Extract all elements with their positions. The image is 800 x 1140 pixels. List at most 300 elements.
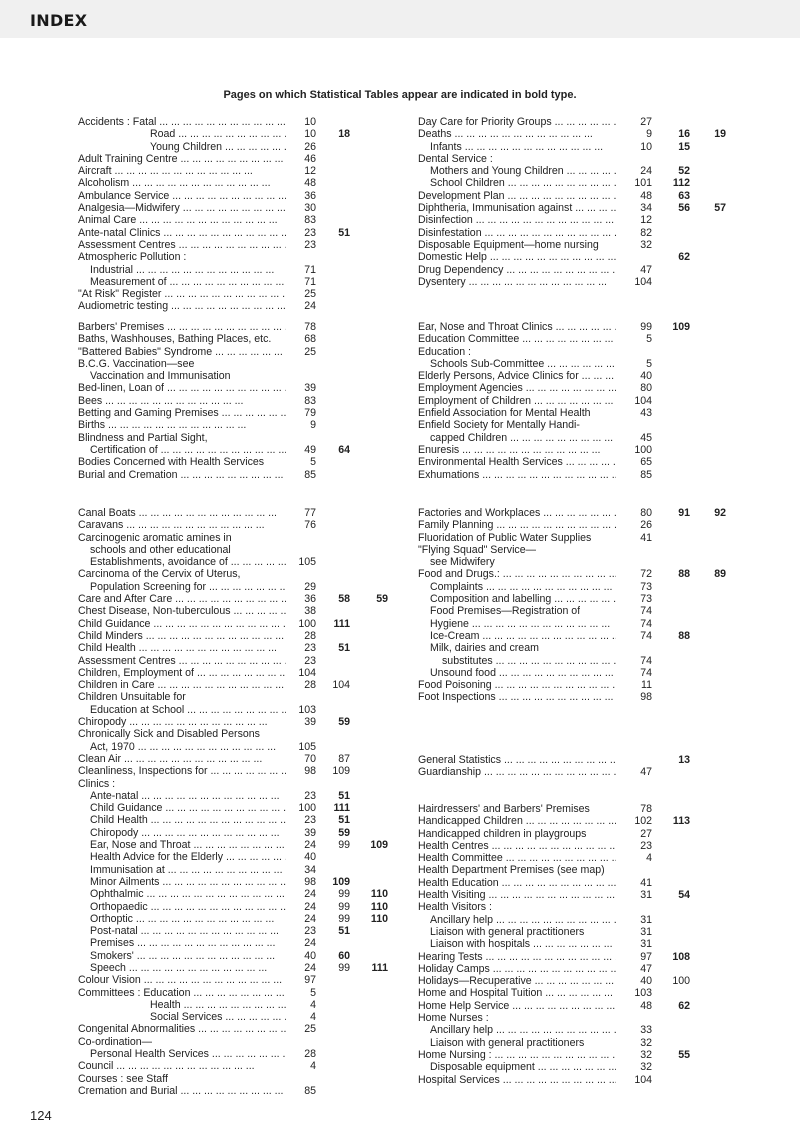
index-page-number: 82 bbox=[640, 226, 652, 239]
index-entry-text: Establishments, avoidance of ... . bbox=[90, 556, 286, 568]
index-entry-text: Ice-Cream ... . bbox=[430, 630, 616, 642]
index-entry bbox=[78, 1011, 413, 1023]
index-page-number: 103 bbox=[634, 987, 652, 1000]
index-entry bbox=[418, 227, 753, 239]
index-entry bbox=[78, 556, 413, 568]
index-page-number: 28 bbox=[304, 679, 316, 692]
index-entry-text: Child Minders ... . bbox=[78, 630, 284, 642]
index-entry bbox=[418, 987, 753, 999]
index-entry bbox=[78, 753, 413, 765]
index-page-number: 40 bbox=[640, 975, 652, 988]
index-entry-text: Social Services ... . bbox=[150, 1011, 286, 1023]
index-entry-text: Act, 1970 ... . bbox=[90, 741, 276, 753]
index-entry-text: Colour Vision ... . bbox=[78, 974, 282, 986]
index-entry-text: Health Education ... . bbox=[418, 877, 616, 889]
index-entry bbox=[78, 239, 413, 251]
index-page-number: 74 bbox=[640, 666, 652, 679]
index-entry bbox=[418, 469, 753, 481]
index-page-number: 4 bbox=[310, 1011, 316, 1024]
index-page-number: 76 bbox=[304, 519, 316, 532]
index-page-number: 113 bbox=[672, 815, 690, 828]
index-entry-text: Bodies Concerned with Health Services bbox=[78, 456, 265, 469]
index-page-number: 71 bbox=[304, 275, 316, 288]
index-entry-text: Immunisation at ... . bbox=[90, 864, 286, 876]
index-entry-text: Day Care for Priority Groups ... . bbox=[418, 116, 616, 128]
index-entry bbox=[78, 987, 413, 999]
index-page-number: 24 bbox=[304, 961, 316, 974]
index-entry-text: Care and After Care ... . bbox=[78, 593, 286, 605]
index-entry-text: "Flying Squad" Service— bbox=[418, 543, 537, 556]
index-entry-text: Children in Care ... . bbox=[78, 679, 286, 691]
index-entry-text: Child Health ... . bbox=[78, 642, 277, 654]
index-subtitle: Pages on which Statistical Tables appear are indicated in bold type. bbox=[223, 89, 577, 101]
index-page-number: 64 bbox=[338, 443, 350, 456]
index-page-number: 31 bbox=[640, 889, 652, 902]
index-entry-text: Liaison with hospitals ... . bbox=[430, 938, 616, 950]
index-entry bbox=[418, 432, 753, 444]
index-entry bbox=[418, 358, 753, 370]
index-entry-text: Factories and Workplaces ... . bbox=[418, 507, 616, 519]
index-group bbox=[418, 321, 753, 481]
index-page-number: 48 bbox=[640, 999, 652, 1012]
index-entry-text: Congenital Abnormalities ... . bbox=[78, 1023, 286, 1035]
index-entry bbox=[78, 888, 413, 900]
index-entry bbox=[78, 128, 413, 140]
index-entry-text: Education Committee ... . bbox=[418, 333, 616, 345]
index-entry bbox=[418, 190, 753, 202]
index-entry bbox=[78, 1073, 413, 1085]
index-page-number: 59 bbox=[338, 826, 350, 839]
index-page-number: 5 bbox=[646, 357, 652, 370]
index-entry-text: Enuresis ... . bbox=[418, 444, 601, 456]
index-page-number: 52 bbox=[678, 165, 690, 178]
index-entry bbox=[78, 814, 413, 826]
index-page-number: 11 bbox=[641, 679, 652, 692]
index-entry-text: Enfield Society for Mentally Handi- bbox=[418, 419, 580, 432]
index-entry-text: Ancillary help ... . bbox=[430, 1024, 616, 1036]
index-entry bbox=[78, 288, 413, 300]
index-page-number: 111 bbox=[333, 802, 350, 815]
index-entry bbox=[78, 333, 413, 345]
index-page-number: 74 bbox=[640, 605, 652, 618]
index-page-number: 80 bbox=[640, 507, 652, 519]
index-group bbox=[78, 116, 413, 313]
index-entry-text: Schools Sub-Committee ... . bbox=[430, 358, 616, 370]
index-entry bbox=[418, 630, 753, 642]
index-entry bbox=[418, 581, 753, 593]
index-entry-text: Vaccination and Immunisation bbox=[90, 370, 231, 383]
index-page-number: 78 bbox=[640, 803, 652, 815]
index-entry bbox=[78, 999, 413, 1011]
index-page-number: 112 bbox=[672, 177, 690, 190]
index-entry-text: B.C.G. Vaccination—see bbox=[78, 357, 195, 370]
index-entry bbox=[418, 568, 753, 580]
index-entry bbox=[78, 227, 413, 239]
index-entry bbox=[418, 177, 753, 189]
index-entry bbox=[418, 382, 753, 394]
index-page-number: 31 bbox=[640, 913, 652, 926]
index-entry-text: Dysentery ... . bbox=[418, 276, 607, 288]
index-entry-text: schools and other educational bbox=[90, 543, 231, 556]
index-page-number: 104 bbox=[298, 666, 316, 679]
index-entry bbox=[78, 716, 413, 728]
index-entry bbox=[418, 914, 753, 926]
index-page-number: 23 bbox=[304, 226, 316, 239]
index-page-number: 78 bbox=[304, 321, 316, 333]
index-page-number: 99 bbox=[338, 888, 350, 901]
index-page-number: 80 bbox=[640, 382, 652, 395]
index-entry-text: Personal Health Services ... . bbox=[90, 1048, 286, 1060]
index-page-number: 24 bbox=[304, 839, 316, 852]
index-group bbox=[418, 507, 753, 704]
index-entry-text: Handicapped children in playgroups bbox=[418, 827, 587, 840]
index-page-number: 29 bbox=[304, 580, 316, 593]
index-page-number: 72 bbox=[640, 568, 652, 581]
index-page-number: 104 bbox=[332, 679, 350, 692]
index-page-number: 24 bbox=[640, 165, 652, 178]
index-entry-text: Health Advice for the Elderly ... . bbox=[90, 851, 286, 863]
index-page-number: 83 bbox=[304, 394, 316, 407]
index-entry bbox=[78, 141, 413, 153]
index-entry-text: Home Nursing : ... . bbox=[418, 1049, 616, 1061]
index-entry bbox=[78, 519, 413, 531]
index-page-number: 41 bbox=[640, 876, 652, 889]
index-entry-text: Fluoridation of Public Water Supplies bbox=[418, 531, 592, 544]
index-entry bbox=[78, 190, 413, 202]
index-page-number: 26 bbox=[304, 140, 316, 153]
index-page-number: 27 bbox=[640, 116, 652, 128]
index-entry-text: Young Children ... . bbox=[150, 141, 286, 153]
index-entry bbox=[418, 370, 753, 382]
index-entry-text: Elderly Persons, Advice Clinics for ... . bbox=[418, 370, 616, 382]
index-entry bbox=[78, 300, 413, 312]
index-entry-text: Chiropody ... . bbox=[78, 716, 268, 728]
index-page-number: 108 bbox=[672, 950, 690, 963]
index-page-number: 40 bbox=[304, 949, 316, 962]
index-entry bbox=[418, 815, 753, 827]
index-entry bbox=[78, 382, 413, 394]
index-entry bbox=[418, 251, 753, 263]
index-entry-text: Betting and Gaming Premises ... . bbox=[78, 407, 286, 419]
index-page-number: 104 bbox=[634, 275, 652, 288]
index-entry bbox=[418, 346, 753, 358]
index-page-number: 100 bbox=[672, 975, 690, 988]
index-entry-text: Disposable equipment ... . bbox=[430, 1061, 616, 1073]
index-page-number: 5 bbox=[310, 456, 316, 469]
index-entry bbox=[418, 419, 753, 431]
index-entry-text: Exhumations ... . bbox=[418, 469, 616, 481]
index-page-number: 100 bbox=[634, 443, 652, 456]
index-entry bbox=[78, 581, 413, 593]
index-entry-text: Unsound food ... . bbox=[430, 667, 616, 679]
index-entry bbox=[78, 864, 413, 876]
index-entry-text: Infants ... . bbox=[430, 141, 603, 153]
index-page-number: 39 bbox=[304, 716, 316, 729]
index-entry bbox=[418, 852, 753, 864]
index-entry bbox=[418, 1061, 753, 1073]
index-entry-text: Orthoptic ... . bbox=[90, 913, 274, 925]
index-entry bbox=[418, 1000, 753, 1012]
index-entry-text: Guardianship ... . bbox=[418, 766, 616, 778]
index-entry-text: School Children ... . bbox=[430, 177, 616, 189]
index-entry bbox=[78, 901, 413, 913]
index-page-number: 47 bbox=[640, 962, 652, 975]
index-page-number: 48 bbox=[304, 177, 316, 190]
index-page-number: 111 bbox=[371, 961, 388, 974]
index-entry bbox=[418, 507, 753, 519]
index-entry-text: Education at School ... . bbox=[90, 704, 286, 716]
index-entry bbox=[418, 679, 753, 691]
index-entry bbox=[418, 691, 753, 703]
index-entry bbox=[418, 116, 753, 128]
index-entry bbox=[78, 630, 413, 642]
index-entry bbox=[78, 177, 413, 189]
index-entry bbox=[78, 851, 413, 863]
index-page-number: 32 bbox=[640, 1061, 652, 1074]
index-page-number: 97 bbox=[304, 974, 316, 987]
index-entry bbox=[418, 864, 753, 876]
index-page-number: 10 bbox=[304, 128, 316, 141]
index-entry-text: Bed-linen, Loan of ... . bbox=[78, 382, 286, 394]
index-page-number: 38 bbox=[304, 605, 316, 618]
index-entry bbox=[78, 593, 413, 605]
index-page-number: 23 bbox=[304, 814, 316, 827]
index-page-number: 99 bbox=[338, 839, 350, 852]
index-entry-text: Children, Employment of ... . bbox=[78, 667, 286, 679]
index-entry bbox=[418, 901, 753, 913]
index-entry-text: Burial and Cremation ... . bbox=[78, 469, 286, 481]
index-entry-text: Clean Air ... . bbox=[78, 753, 262, 765]
index-entry-text: Assessment Centres ... . bbox=[78, 239, 286, 251]
index-page-number: 23 bbox=[304, 642, 316, 655]
index-entry-text: Domestic Help ... . bbox=[418, 251, 616, 263]
index-page-number: 47 bbox=[640, 263, 652, 276]
index-entry-text: Assessment Centres ... . bbox=[78, 655, 286, 667]
index-entry bbox=[418, 655, 753, 667]
index-entry bbox=[78, 202, 413, 214]
index-page-number: 34 bbox=[304, 863, 316, 876]
index-page-number: 46 bbox=[304, 152, 316, 165]
index-entry bbox=[418, 1049, 753, 1061]
index-entry bbox=[418, 202, 753, 214]
index-page-number: 25 bbox=[304, 345, 316, 358]
index-entry bbox=[418, 754, 753, 766]
index-entry-text: Education : bbox=[418, 345, 472, 358]
index-entry bbox=[78, 667, 413, 679]
index-page-number: 109 bbox=[672, 321, 690, 333]
index-entry bbox=[418, 395, 753, 407]
index-page-number: 15 bbox=[678, 140, 690, 153]
index-entry bbox=[418, 803, 753, 815]
index-entry bbox=[418, 951, 753, 963]
index-entry bbox=[418, 642, 753, 654]
index-entry-text: Blindness and Partial Sight, bbox=[78, 431, 208, 444]
index-entry-text: Home and Hospital Tuition ... . bbox=[418, 987, 616, 999]
index-page-number: 110 bbox=[370, 900, 388, 913]
index-page-number: 110 bbox=[370, 912, 388, 925]
page-title: INDEX bbox=[30, 11, 88, 30]
index-page-number: 88 bbox=[678, 568, 690, 581]
index-entry bbox=[418, 264, 753, 276]
index-entry bbox=[78, 532, 413, 544]
index-page-number: 62 bbox=[678, 999, 690, 1012]
index-page-number: 43 bbox=[640, 407, 652, 420]
index-page-number: 32 bbox=[640, 238, 652, 251]
index-entry bbox=[418, 766, 753, 778]
index-page-number: 10 bbox=[304, 116, 316, 128]
index-entry-text: Deaths ... . bbox=[418, 128, 593, 140]
index-page-number: 85 bbox=[304, 1084, 316, 1097]
index-page-number: 4 bbox=[310, 1060, 316, 1073]
index-page-number: 27 bbox=[640, 827, 652, 840]
index-entry-text: Health Department Premises (see map) bbox=[418, 864, 605, 877]
index-entry-text: Chronically Sick and Disabled Persons bbox=[78, 728, 260, 741]
index-entry-text: Atmospheric Pollution : bbox=[78, 251, 187, 264]
index-entry bbox=[78, 153, 413, 165]
index-page-number: 74 bbox=[640, 629, 652, 642]
index-page-number: 89 bbox=[714, 568, 726, 581]
index-entry bbox=[78, 444, 413, 456]
index-page-number: 83 bbox=[304, 214, 316, 227]
index-entry-text: Children Unsuitable for bbox=[78, 691, 186, 704]
index-entry-text: Hospital Services ... . bbox=[418, 1074, 616, 1086]
index-entry bbox=[78, 925, 413, 937]
index-page-number: 39 bbox=[304, 826, 316, 839]
index-entry bbox=[78, 395, 413, 407]
index-page-number: 71 bbox=[304, 263, 316, 276]
index-entry-text: Drug Dependency ... . bbox=[418, 264, 616, 276]
index-entry bbox=[78, 937, 413, 949]
index-page-number: 79 bbox=[304, 407, 316, 420]
index-entry bbox=[418, 153, 753, 165]
index-page-number: 40 bbox=[304, 851, 316, 864]
index-page-number: 13 bbox=[678, 754, 690, 766]
index-page-number: 24 bbox=[304, 888, 316, 901]
index-entry-text: Adult Training Centre ... . bbox=[78, 153, 286, 165]
index-entry-text: Bees ... . bbox=[78, 395, 243, 407]
index-entry bbox=[418, 519, 753, 531]
index-entry bbox=[418, 667, 753, 679]
index-entry-text: Food and Drugs.: ... . bbox=[418, 568, 616, 580]
index-page-number: 65 bbox=[640, 456, 652, 469]
index-entry bbox=[78, 469, 413, 481]
index-page-number: 77 bbox=[304, 507, 316, 519]
index-page-number: 91 bbox=[678, 507, 690, 519]
index-entry-text: Ante-natal Clinics ... . bbox=[78, 227, 286, 239]
index-page-number: 60 bbox=[338, 949, 350, 962]
header-bar bbox=[0, 0, 800, 38]
index-entry-text: Aircraft ... . bbox=[78, 165, 253, 177]
index-entry-text: Audiometric testing ... . bbox=[78, 300, 286, 312]
index-page-number: 103 bbox=[298, 703, 316, 716]
index-entry-text: Health Centres ... . bbox=[418, 840, 616, 852]
index-entry-text: Chest Disease, Non-tuberculous ... . bbox=[78, 605, 286, 617]
index-entry-text: Holidays—Recuperative ... . bbox=[418, 975, 616, 987]
index-entry bbox=[78, 704, 413, 716]
index-page-number: 45 bbox=[640, 431, 652, 444]
index-entry bbox=[418, 618, 753, 630]
index-entry-text: "Battered Babies" Syndrome ... . bbox=[78, 346, 286, 358]
index-entry-text: Environmental Health Services ... . bbox=[418, 456, 616, 468]
index-page-number: 104 bbox=[634, 1073, 652, 1086]
index-page-number: 23 bbox=[304, 789, 316, 802]
index-entry-text: Disinfection ... . bbox=[418, 214, 614, 226]
index-page-number: 99 bbox=[338, 900, 350, 913]
index-entry-text: Complaints ... . bbox=[430, 581, 616, 593]
index-entry-text: Co-ordination— bbox=[78, 1035, 153, 1048]
index-entry bbox=[78, 679, 413, 691]
index-page-number: 98 bbox=[640, 691, 652, 704]
index-page-number: 74 bbox=[640, 617, 652, 630]
index-entry bbox=[418, 963, 753, 975]
index-page-number: 39 bbox=[304, 382, 316, 395]
index-entry-text: Dental Service : bbox=[418, 152, 493, 165]
index-entry-text: Population Screening for ... . bbox=[90, 581, 286, 593]
index-entry bbox=[78, 544, 413, 556]
index-entry-text: Child Guidance ... . bbox=[78, 618, 286, 630]
index-entry-text: Milk, dairies and cream bbox=[430, 642, 539, 655]
index-entry-text: Ante-natal ... . bbox=[90, 790, 280, 802]
index-page-number: 87 bbox=[338, 752, 350, 765]
index-page-number: 59 bbox=[338, 716, 350, 729]
index-entry-text: Analgesia—Midwifery ... . bbox=[78, 202, 286, 214]
index-entry bbox=[78, 456, 413, 468]
index-entry-text: Holiday Camps ... . bbox=[418, 963, 616, 975]
index-entry-text: Measurement of ... . bbox=[90, 276, 286, 288]
index-entry-text: Road ... . bbox=[150, 128, 286, 140]
index-page-number: 98 bbox=[304, 765, 316, 778]
index-page-number: 4 bbox=[646, 852, 652, 865]
index-entry bbox=[78, 913, 413, 925]
index-page-number: 34 bbox=[640, 202, 652, 215]
index-entry-text: Development Plan ... . bbox=[418, 190, 616, 202]
index-page-number: 99 bbox=[338, 912, 350, 925]
index-page-number: 97 bbox=[640, 950, 652, 963]
index-entry-text: Employment Agencies ... . bbox=[418, 382, 616, 394]
index-entry-text: Child Health ... . bbox=[90, 814, 286, 826]
index-entry-text: Health Visitors : bbox=[418, 901, 492, 914]
index-page-number: 111 bbox=[333, 617, 350, 630]
index-page-number: 23 bbox=[640, 839, 652, 852]
index-entry-text: Liaison with general practitioners bbox=[430, 925, 585, 938]
index-entry-text: Family Planning ... . bbox=[418, 519, 616, 531]
index-entry-text: Handicapped Children ... . bbox=[418, 815, 616, 827]
index-entry bbox=[418, 840, 753, 852]
index-entry-text: Post-natal ... . bbox=[90, 925, 279, 937]
index-entry bbox=[78, 358, 413, 370]
index-entry bbox=[78, 419, 413, 431]
index-page-number: 92 bbox=[714, 507, 726, 519]
index-entry bbox=[78, 741, 413, 753]
index-entry bbox=[78, 605, 413, 617]
index-page-number: 28 bbox=[304, 1048, 316, 1061]
index-entry bbox=[418, 926, 753, 938]
index-page-number: 110 bbox=[370, 888, 388, 901]
index-page-number: 40 bbox=[640, 370, 652, 383]
index-page-number: 100 bbox=[298, 617, 316, 630]
index-entry-text: Chiropody ... . bbox=[90, 827, 280, 839]
index-entry-text: Accidents : Fatal ... . bbox=[78, 116, 286, 128]
index-page-number: 9 bbox=[646, 128, 652, 141]
index-entry-text: Alcoholism ... . bbox=[78, 177, 271, 189]
index-entry-text: Baths, Washhouses, Bathing Places, etc. bbox=[78, 333, 272, 346]
index-entry bbox=[78, 264, 413, 276]
index-entry-text: Liaison with general practitioners bbox=[430, 1036, 585, 1049]
index-entry bbox=[78, 974, 413, 986]
index-entry-text: Barbers' Premises ... . bbox=[78, 321, 286, 333]
index-page-number: 23 bbox=[304, 925, 316, 938]
index-entry bbox=[418, 938, 753, 950]
